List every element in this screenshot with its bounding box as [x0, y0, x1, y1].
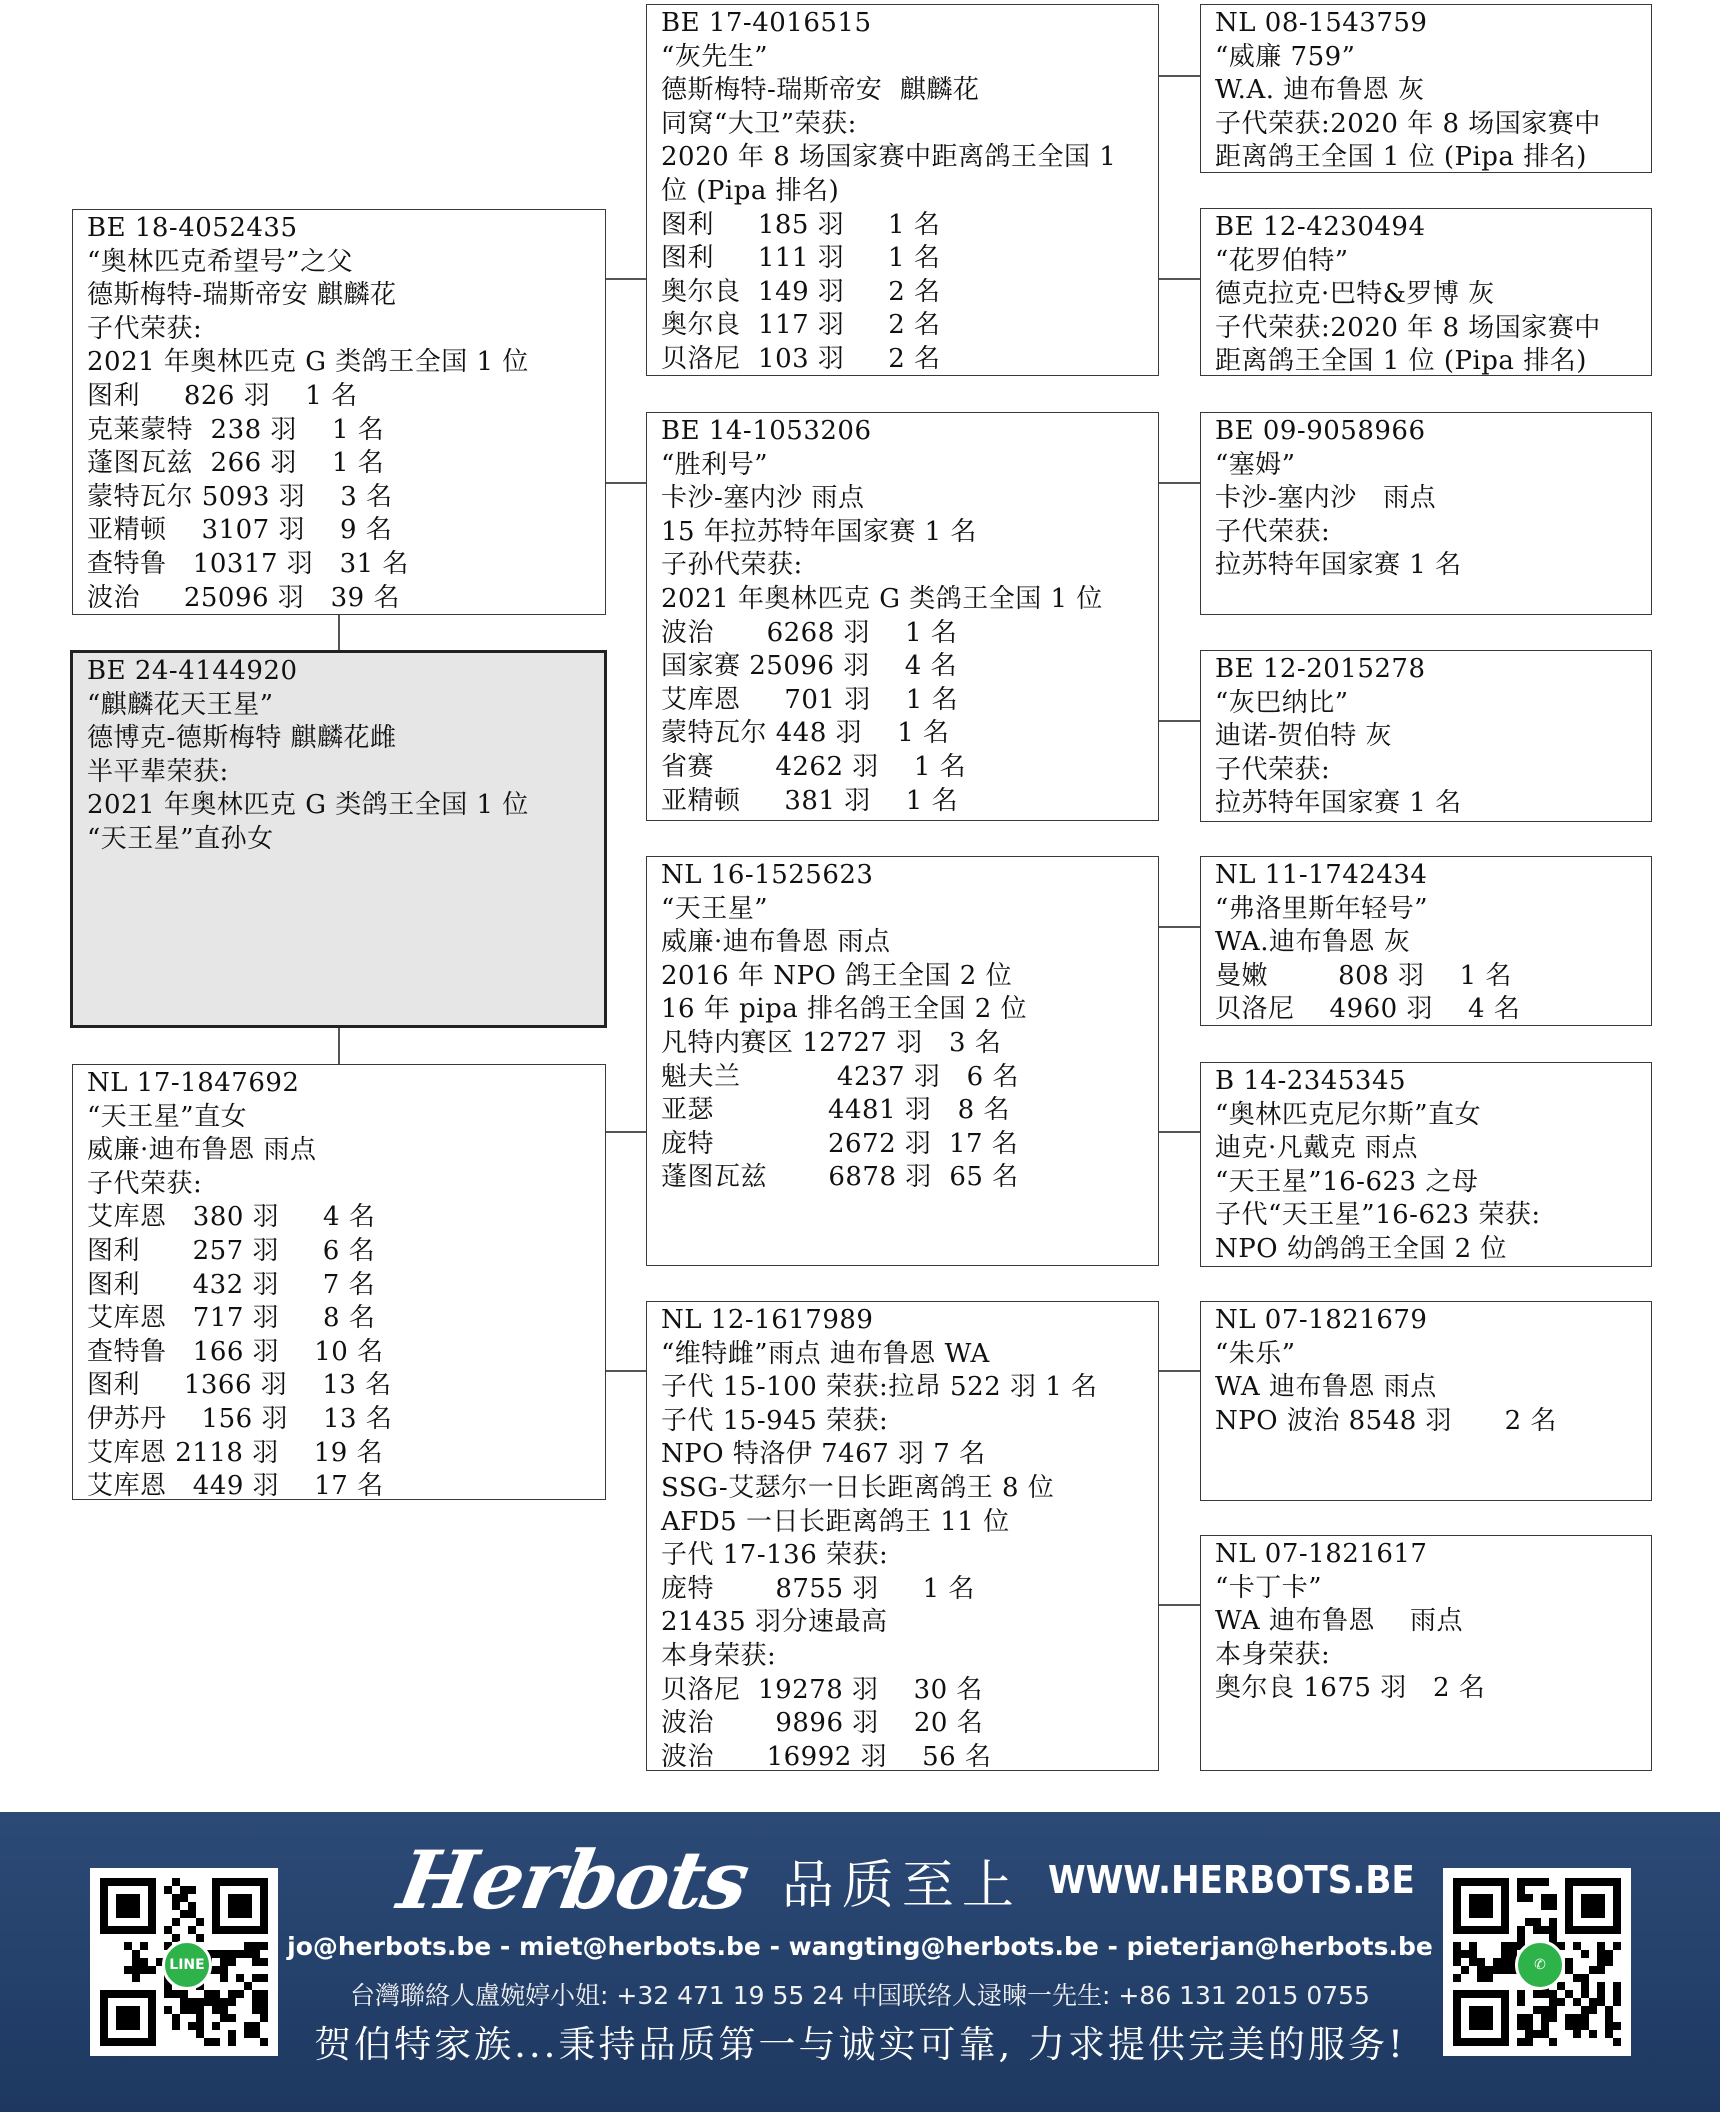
pedigree-line: “维特雌”雨点 迪布鲁恩 WA	[661, 1338, 990, 1369]
connector-line	[338, 1028, 340, 1064]
pedigree-line: 子代荣获:	[1215, 516, 1331, 547]
pedigree-line: 艾库恩 701 羽 1 名	[661, 684, 959, 715]
pedigree-line: 图利 185 羽 1 名	[661, 209, 941, 240]
connector-line	[606, 1370, 646, 1372]
pedigree-box-sd-sire	[1200, 412, 1652, 615]
pedigree-line: 威廉·迪布鲁恩 雨点	[661, 927, 891, 958]
pedigree-line: W.A. 迪布鲁恩 灰	[1215, 75, 1425, 106]
pedigree-box-dam	[72, 1064, 606, 1500]
pedigree-line: 亚精顿 381 羽 1 名	[661, 785, 959, 816]
pedigree-line: 克莱蒙特 238 羽 1 名	[87, 414, 385, 445]
pedigree-line: 本身荣获:	[1215, 1639, 1331, 1670]
pedigree-line: “天王星”	[661, 893, 769, 924]
ring-number: BE 12-4230494	[1215, 212, 1426, 242]
wechat-icon: ✆	[1515, 1940, 1565, 1990]
pedigree-box-ds-sire	[1200, 856, 1652, 1026]
pedigree-line: 迪克·凡戴克 雨点	[1215, 1133, 1419, 1164]
pedigree-line: 庞特 2672 羽 17 名	[661, 1128, 1019, 1159]
email-list[interactable]: jo@herbots.be - miet@herbots.be - wangting@herbots.be - pieterjan@herbots.be	[287, 1932, 1433, 1961]
pedigree-line: 威廉·迪布鲁恩 雨点	[87, 1135, 317, 1166]
pedigree-box-sd-dam	[1200, 650, 1652, 822]
pedigree-line: “塞姆”	[1215, 449, 1296, 480]
pedigree-line: “灰先生”	[661, 41, 769, 72]
pedigree-line: 蒙特瓦尔 5093 羽 3 名	[87, 481, 393, 512]
ring-number: NL 07-1821679	[1215, 1305, 1428, 1335]
pedigree-line: 15 年拉苏特年国家赛 1 名	[661, 516, 977, 547]
pedigree-box-dam-dam	[646, 1301, 1159, 1771]
ring-number: BE 12-2015278	[1215, 654, 1426, 684]
pedigree-line: 16 年 pipa 排名鸽王全国 2 位	[661, 994, 1028, 1025]
pedigree-line: 图利 257 羽 6 名	[87, 1235, 376, 1266]
pedigree-line: 奥尔良 117 羽 2 名	[661, 310, 941, 341]
pedigree-line: 子代“天王星”16-623 荣获:	[1215, 1200, 1541, 1231]
connector-line	[1159, 278, 1200, 280]
pedigree-line: “威廉 759”	[1215, 41, 1356, 72]
pedigree-line: 亚瑟 4481 羽 8 名	[661, 1095, 1010, 1126]
pedigree-line: SSG-艾瑟尔一日长距离鸽王 8 位	[661, 1472, 1055, 1503]
pedigree-line: 拉苏特年国家赛 1 名	[1215, 788, 1462, 819]
pedigree-line: “胜利号”	[661, 449, 769, 480]
pedigree-line: 图利 1366 羽 13 名	[87, 1370, 392, 1401]
pedigree-line: NPO 特洛伊 7467 羽 7 名	[661, 1439, 986, 1470]
pedigree-box-sire	[72, 209, 606, 615]
slogan: 品质至上	[781, 1855, 1022, 1916]
pedigree-line: 2020 年 8 场国家赛中距离鸽王全国 1	[661, 142, 1117, 173]
pedigree-line: “朱乐”	[1215, 1338, 1296, 1369]
pedigree-line: 迪诺-贺伯特 灰	[1215, 721, 1393, 752]
pedigree-line: 卡沙-塞内沙 雨点	[661, 483, 865, 514]
pedigree-line: 波治 25096 羽 39 名	[87, 582, 400, 613]
connector-line	[1159, 720, 1200, 722]
pedigree-line: 拉苏特年国家赛 1 名	[1215, 550, 1462, 581]
pedigree-line: 子代 15-945 荣获:	[661, 1405, 889, 1436]
pedigree-line: 距离鸽王全国 1 位 (Pipa 排名)	[1215, 346, 1587, 376]
pedigree-line: NPO 波治 8548 羽 2 名	[1215, 1405, 1557, 1436]
pedigree-line: 艾库恩 380 羽 4 名	[87, 1202, 376, 1233]
pedigree-line: 国家赛 25096 羽 4 名	[661, 651, 958, 682]
pedigree-line: “花罗伯特”	[1215, 245, 1349, 276]
pedigree-line: 蓬图瓦兹 6878 羽 65 名	[661, 1162, 1019, 1193]
pedigree-line: 德博克-德斯梅特 麒麟花雌	[87, 723, 397, 754]
pedigree-box-ss-sire	[1200, 4, 1652, 173]
pedigree-line: “麒麟花天王星”	[87, 689, 274, 720]
connector-line	[1159, 75, 1200, 77]
website-link[interactable]: WWW.HERBOTS.BE	[1047, 1858, 1415, 1902]
pedigree-line: 位 (Pipa 排名)	[661, 175, 840, 206]
pedigree-line: 图利 826 羽 1 名	[87, 380, 358, 411]
pedigree-line: 艾库恩 2118 羽 19 名	[87, 1437, 384, 1468]
pedigree-line: 贝洛尼 19278 羽 30 名	[661, 1674, 983, 1705]
pedigree-line: 德斯梅特-瑞斯帝安 麒麟花	[87, 280, 397, 311]
pedigree-box-dam-sire	[646, 856, 1159, 1266]
pedigree-line: 2021 年奥林匹克 G 类鸽王全国 1 位	[87, 790, 529, 821]
connector-line	[606, 1131, 646, 1133]
pedigree-line: “奥林匹克希望号”之父	[87, 246, 354, 277]
pedigree-line: 子代荣获:2020 年 8 场国家赛中	[1215, 312, 1601, 343]
ring-number: BE 17-4016515	[661, 8, 872, 38]
pedigree-line: 子代荣获:	[87, 1168, 203, 1199]
pedigree-line: 凡特内赛区 12727 羽 3 名	[661, 1027, 1002, 1058]
pedigree-line: “灰巴纳比”	[1215, 687, 1349, 718]
ring-number: NL 17-1847692	[87, 1068, 300, 1098]
pedigree-line: 图利 111 羽 1 名	[661, 243, 941, 274]
pedigree-line: 波治 16992 羽 56 名	[661, 1741, 992, 1771]
pedigree-line: 奥尔良 149 羽 2 名	[661, 276, 941, 307]
pedigree-line: 曼嫩 808 羽 1 名	[1215, 960, 1512, 991]
motto: 贺伯特家族...秉持品质第一与诚实可靠, 力求提供完美的服务!	[314, 2023, 1406, 2066]
contact-phones: 台灣聯絡人盧婉婷小姐: +32 471 19 55 24 中国联络人逯暕一先生: +86 131 2015 0755	[350, 1981, 1370, 2010]
pedigree-line: AFD5 一日长距离鸽王 11 位	[661, 1506, 1010, 1537]
connector-line	[606, 482, 646, 484]
connector-line	[1159, 1131, 1200, 1133]
connector-line	[606, 278, 646, 280]
pedigree-line: “卡丁卡”	[1215, 1572, 1323, 1603]
pedigree-line: 卡沙-塞内沙 雨点	[1215, 483, 1437, 514]
ring-number: NL 07-1821617	[1215, 1539, 1428, 1569]
connector-line	[1159, 1370, 1200, 1372]
pedigree-line: 查特鲁 166 羽 10 名	[87, 1336, 384, 1367]
pedigree-line: 子代 17-136 荣获:	[661, 1540, 889, 1571]
pedigree-line: “奥林匹克尼尔斯”直女	[1215, 1099, 1482, 1130]
herbots-logo: Herbots	[391, 1833, 755, 1927]
pedigree-line: “弗洛里斯年轻号”	[1215, 893, 1429, 924]
pedigree-line: 查特鲁 10317 羽 31 名	[87, 548, 409, 579]
pedigree-line: 德克拉克·巴特&罗博 灰	[1215, 279, 1495, 310]
ring-number: NL 12-1617989	[661, 1305, 874, 1335]
connector-line	[1159, 926, 1200, 928]
pedigree-line: 蓬图瓦兹 266 羽 1 名	[87, 448, 385, 479]
pedigree-line: 子代荣获:	[87, 313, 203, 344]
pedigree-line: “天王星”直女	[87, 1101, 248, 1132]
pedigree-line: 亚精顿 3107 羽 9 名	[87, 515, 393, 546]
pedigree-line: 21435 羽分速最高	[661, 1607, 888, 1638]
pedigree-line: 德斯梅特-瑞斯帝安 麒麟花	[661, 75, 980, 106]
line-icon: LINE	[162, 1940, 212, 1990]
pedigree-line: 2021 年奥林匹克 G 类鸽王全国 1 位	[87, 347, 529, 378]
ring-number: BE 09-9058966	[1215, 416, 1426, 446]
pedigree-line: 本身荣获:	[661, 1640, 777, 1671]
connector-line	[1159, 1604, 1200, 1606]
pedigree-line: 贝洛尼 4960 羽 4 名	[1215, 994, 1521, 1025]
pedigree-line: 子代荣获:	[1215, 754, 1331, 785]
ring-number: NL 08-1543759	[1215, 8, 1428, 38]
pedigree-line: WA 迪布鲁恩 雨点	[1215, 1606, 1464, 1637]
pedigree-box-dd-sire	[1200, 1301, 1652, 1501]
pedigree-line: “天王星”16-623 之母	[1215, 1166, 1479, 1197]
pedigree-box-sire-dam	[646, 412, 1159, 821]
pedigree-box-subject	[70, 650, 607, 1028]
pedigree-line: NPO 幼鸽鸽王全国 2 位	[1215, 1233, 1507, 1264]
pedigree-line: 距离鸽王全国 1 位 (Pipa 排名)	[1215, 142, 1587, 173]
pedigree-line: 伊苏丹 156 羽 13 名	[87, 1403, 393, 1434]
pedigree-line: 2016 年 NPO 鸽王全国 2 位	[661, 960, 1013, 991]
pedigree-line: 子孙代荣获:	[661, 550, 803, 581]
pedigree-line: 2021 年奥林匹克 G 类鸽王全国 1 位	[661, 583, 1103, 614]
connector-line	[338, 615, 340, 650]
ring-number: BE 14-1053206	[661, 416, 872, 446]
pedigree-line: 子代荣获:2020 年 8 场国家赛中	[1215, 108, 1601, 139]
pedigree-box-ds-dam	[1200, 1062, 1652, 1267]
pedigree-line: 同窝“大卫”荣获:	[661, 108, 857, 139]
brand-row	[391, 1833, 1415, 1927]
pedigree-line: 半平辈荣获:	[87, 756, 229, 787]
pedigree-line: 蒙特瓦尔 448 羽 1 名	[661, 718, 950, 749]
pedigree-line: WA.迪布鲁恩 灰	[1215, 927, 1411, 958]
pedigree-line: 魁夫兰 4237 羽 6 名	[661, 1061, 1019, 1092]
pedigree-line: “天王星”直孙女	[87, 823, 274, 854]
pedigree-box-sire-sire	[646, 4, 1159, 376]
pedigree-line: 子代 15-100 荣获:拉昂 522 羽 1 名	[661, 1372, 1098, 1403]
pedigree-line: 波治 9896 羽 20 名	[661, 1708, 984, 1739]
connector-line	[1159, 482, 1200, 484]
pedigree-line: WA 迪布鲁恩 雨点	[1215, 1372, 1437, 1403]
pedigree-line: 图利 432 羽 7 名	[87, 1269, 376, 1300]
ring-number: NL 11-1742434	[1215, 860, 1428, 890]
pedigree-line: 省赛 4262 羽 1 名	[661, 751, 967, 782]
pedigree-line: 波治 6268 羽 1 名	[661, 617, 958, 648]
ring-number: B 14-2345345	[1215, 1066, 1407, 1096]
pedigree-line: 艾库恩 717 羽 8 名	[87, 1303, 376, 1334]
pedigree-line: 奥尔良 1675 羽 2 名	[1215, 1673, 1486, 1704]
ring-number: NL 16-1525623	[661, 860, 874, 890]
ring-number: BE 24-4144920	[87, 656, 298, 686]
pedigree-line: 庞特 8755 羽 1 名	[661, 1573, 975, 1604]
pedigree-line: 艾库恩 449 羽 17 名	[87, 1471, 384, 1500]
ring-number: BE 18-4052435	[87, 213, 298, 243]
pedigree-line: 贝洛尼 103 羽 2 名	[661, 343, 941, 374]
pedigree-box-ss-dam	[1200, 208, 1652, 376]
pedigree-box-dd-dam	[1200, 1535, 1652, 1771]
